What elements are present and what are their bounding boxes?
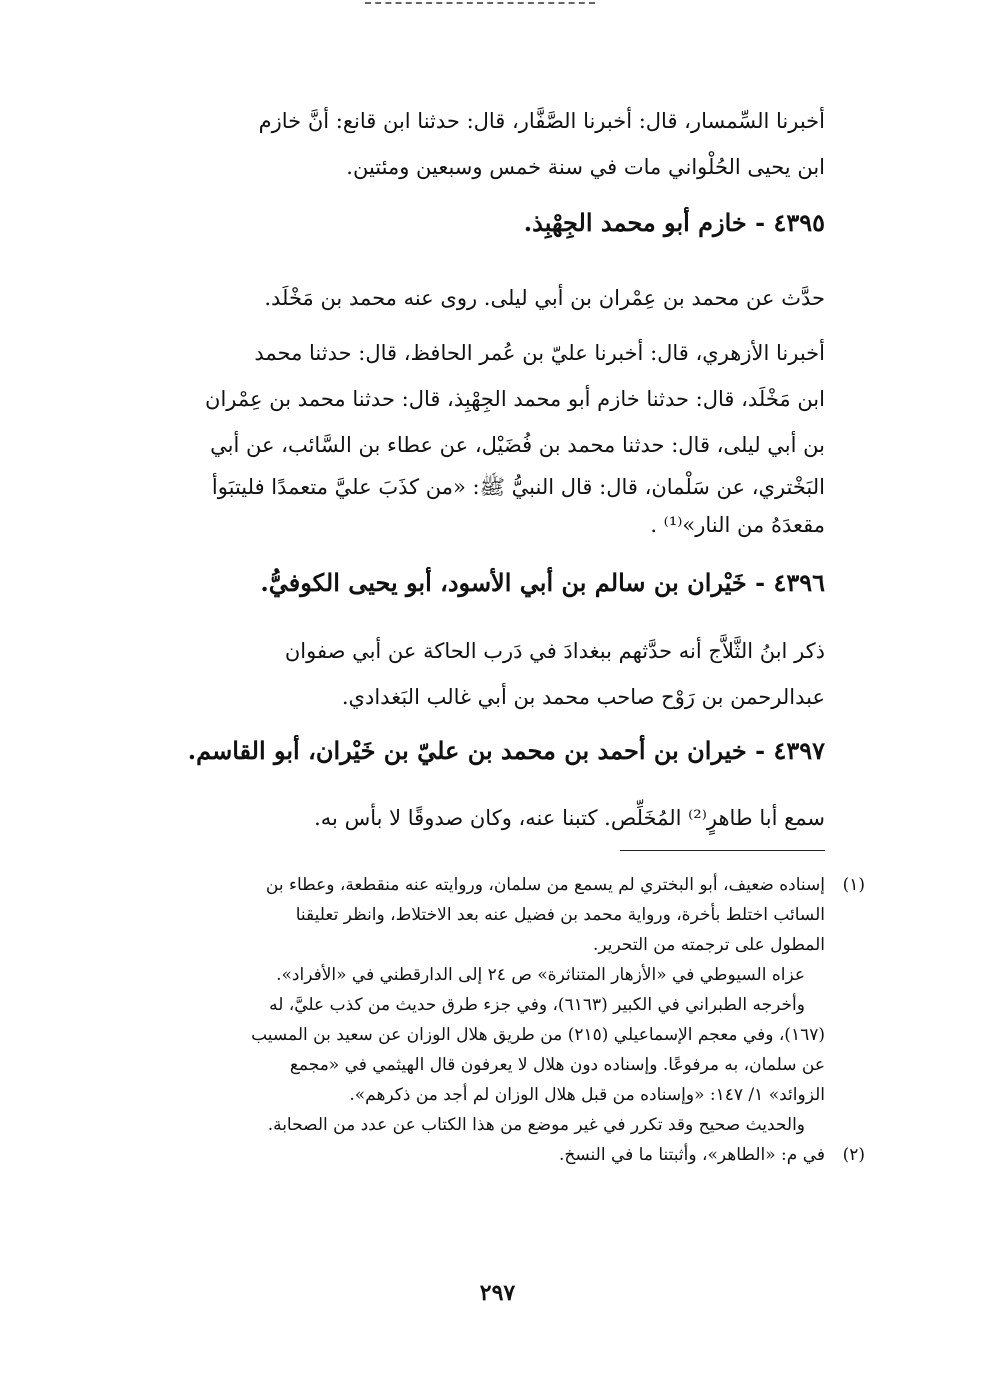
footnote-line: والحديث صحيح وقد تكرر في غير موضع من هذا الكتاب عن عدد من الصحابة. xyxy=(267,1115,805,1135)
footnote-line: وأخرجه الطبراني في الكبير (٦١٦٣)، وفي جزء طرق حديث من كذب عليَّ، له xyxy=(269,995,805,1015)
footnote-line: (١٦٧)، وفي معجم الإسماعيلي (٢١٥) من طريق هلال الوزان عن سعيد بن المسيب xyxy=(251,1025,825,1045)
footnote-line: المطول على ترجمته من التحرير. xyxy=(592,935,825,955)
text-line: ذكر ابنُ الثَّلاَّج أنه حدَّثهم ببغدادَ في دَرب الحاكة عن أبي صفوان xyxy=(284,639,825,663)
footnote-separator xyxy=(620,850,825,851)
footnote-number: (١) xyxy=(842,875,865,895)
entry-body-4397 xyxy=(140,795,825,841)
footnote-body xyxy=(140,1140,825,1170)
opening-paragraph xyxy=(140,98,825,190)
text-line: ابن مَخْلَد، قال: حدثنا خازم أبو محمد الجِهْبِذ، قال: حدثنا محمد بن عِمْران xyxy=(205,387,825,411)
footnote-continued xyxy=(140,1020,865,1110)
text-line: عبدالرحمن بن رَوْح صاحب محمد بن أبي غالب البَغدادي. xyxy=(341,685,825,709)
entry-body-4396 xyxy=(140,628,825,720)
footnote-number: (٢) xyxy=(842,1145,865,1165)
entry-hadith-4395 xyxy=(140,330,825,544)
footnote-line: السائب اختلط بأخرة، ورواية محمد بن فضيل عنه بعد الاختلاط، وانظر تعليقنا xyxy=(295,905,825,925)
entry-body-4395 xyxy=(140,275,825,321)
footnote-line: إسناده ضعيف، أبو البختري لم يسمع من سلمان، وروايته عنه منقطعة، وعطاء بن xyxy=(265,875,825,895)
footnote-indented xyxy=(140,960,865,1020)
footnote-line: عن سلمان، به مرفوعًا. وإسناده دون هلال لا يعرفون قال الهيثمي في «مجمع xyxy=(289,1055,825,1075)
text-line: سمع أبا طاهرٍ⁽²⁾ المُخَلِّص. كتبنا عنه، وكان صدوقًا لا بأس به. xyxy=(314,806,825,830)
footnote-line: الزوائد» ١/ ١٤٧: «وإسناده من قبل هلال الوزان لم أجد من ذكرهم». xyxy=(349,1085,825,1105)
footnote-line: في م: «الطاهر»، وأثبتنا ما في النسخ. xyxy=(558,1145,825,1165)
text-line: أخبرنا السِّمسار، قال: أخبرنا الصَّفَّار، قال: حدثنا ابن قانع: أنَّ خازم xyxy=(258,109,825,133)
text-line: مقعدَهُ من النار»⁽¹⁾ . xyxy=(650,513,825,537)
text-line: حدَّث عن محمد بن عِمْران بن أبي ليلى. روى عنه محمد بن مَخْلَد. xyxy=(264,286,825,310)
footnote-1 xyxy=(140,870,865,960)
text-line: ابن يحيى الحُلْواني مات في سنة خمس وسبعين ومئتين. xyxy=(346,155,825,179)
text-line: أخبرنا الأزهري، قال: أخبرنا عليّ بن عُمر الحافظ، قال: حدثنا محمد xyxy=(254,341,825,365)
entry-heading-4395: ٤٣٩٥ - خازم أبو محمد الجِهْبِذ. xyxy=(523,208,825,237)
footnote-line: عزاه السيوطي في «الأزهار المتناثرة» ص ٢٤ إلى الدارقطني في «الأفراد». xyxy=(276,965,805,985)
top-decorative-rule xyxy=(365,2,595,7)
footnote-2 xyxy=(140,1140,865,1170)
footnote-body xyxy=(140,870,825,960)
page-number: ٢٩٧ xyxy=(479,1280,516,1306)
footnote-closing xyxy=(140,1110,865,1140)
text-line: البَخْتري، عن سَلْمان، قال: قال النبيُّ ﷺ: «من كذَبَ عليَّ متعمدًا فليتبَوأ xyxy=(211,475,825,499)
footnotes xyxy=(140,870,865,1170)
text-line: بن أبي ليلى، قال: حدثنا محمد بن فُضَيْل، عن عطاء بن السَّائب، عن أبي xyxy=(210,433,825,457)
entry-heading-4397: ٤٣٩٧ - خيران بن أحمد بن محمد بن عليّ بن خَيْران، أبو القاسم. xyxy=(187,736,825,765)
entry-heading-4396: ٤٣٩٦ - خَيْران بن سالم بن أبي الأسود، أبو يحيى الكوفيُّ. xyxy=(260,568,825,597)
